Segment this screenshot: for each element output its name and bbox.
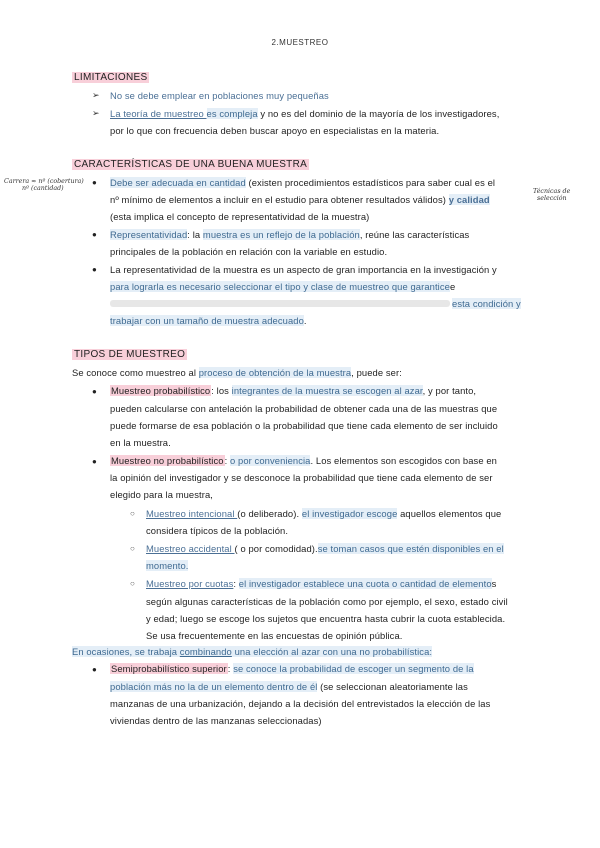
caracteristica-1-line-3: (esta implica el concepto de representatividad de la muestra): [110, 211, 370, 222]
caracteristica-1-line-2: nº mínimo de elementos a incluir en el estudio para obtener resultados válidos) y calidad: [110, 194, 490, 205]
caracteristica-1-line-1: Debe ser adecuada en cantidad (existen procedimientos estadísticos para saber cual es el: [110, 177, 496, 188]
circle-bullet-icon: ○: [130, 544, 135, 553]
bullet-icon: ●: [92, 178, 97, 187]
circle-bullet-icon: ○: [130, 579, 135, 588]
caracteristica-3-line-2: para lograrla es necesario seleccionar el tipo y clase de muestreo que garanticee: [110, 281, 456, 292]
caracteristica-2-line-2: principales de la población en relación con la variable en estudio.: [110, 246, 388, 257]
circle-bullet-icon: ○: [130, 509, 135, 518]
sub-intencional-line-1: Muestreo intencional (o deliberado). el investigador escoge aquellos elementos que: [146, 508, 502, 519]
sub-cuotas-line-2: según algunas características de la población como por ejemplo, el sexo, estado civil: [146, 596, 508, 607]
bullet-icon: ●: [92, 230, 97, 239]
semiprobabilistico-line-2: población más no la de un elemento dentro de él (se seleccionan aleatoriamente las: [110, 681, 468, 692]
arrow-bullet-icon: ➢: [92, 108, 100, 118]
caracteristica-3-line-1: La representatividad de la muestra es un aspecto de gran importancia en la investigación y: [110, 264, 497, 275]
bullet-icon: ●: [92, 665, 97, 674]
handwritten-note-left: Carrera ≈ nº (cobertura) nº (cantidad): [4, 178, 84, 192]
bullet-icon: ●: [92, 457, 97, 466]
probabilistico-line-4: en la muestra.: [110, 437, 171, 448]
sub-accidental-line-1: Muestreo accidental ( o por comodidad).se toman casos que estén disponibles en el: [146, 543, 504, 554]
no-probabilistico-line-1: Muestreo no probabilístico: o por conveniencia. Los elementos son escogidos con base en: [111, 455, 497, 466]
probabilistico-line-2: pueden calcularse con antelación la probabilidad de obtener cada una de las muestras que: [110, 403, 498, 414]
section-title-caracteristicas: [72, 159, 309, 170]
no-probabilistico-line-2: la opinión del investigador y se desconoce la probabilidad que tiene cada elemento de ser: [110, 472, 493, 483]
caracteristicas-title: CARACTERÍSTICAS DE UNA BUENA MUESTRA: [74, 159, 308, 170]
section-title-limitaciones: [72, 72, 149, 83]
semiprobabilistico-line-4: viviendas dentro de las manzanas seleccionadas): [110, 715, 322, 726]
caracteristica-3-line-3: esta condición y: [452, 298, 521, 309]
limitacion-item-2: La teoría de muestreo es compleja y no es del dominio de la mayoría de los investigadores,: [110, 108, 500, 119]
tipos-intro: Se conoce como muestreo al proceso de obtención de la muestra, puede ser:: [72, 367, 402, 378]
bullet-icon: ●: [92, 387, 97, 396]
sub-cuotas-line-3: y edad; luego se escoge los sujetos que encuentra hasta cubrir la cuota establecida.: [146, 613, 506, 624]
sub-cuotas-line-1: Muestreo por cuotas: el investigador establece una cuota o cantidad de elementos: [146, 578, 497, 589]
redacted-text-bar: [110, 300, 450, 307]
arrow-bullet-icon: ➢: [92, 90, 100, 100]
page-header: 2.MUESTREO: [271, 38, 329, 47]
caracteristica-2-line-1: Representatividad: la muestra es un reflejo de la población, reúne las características: [110, 229, 470, 240]
semiprobabilistico-line-3: manzanas de una urbanización, dejando a la decisión del entrevistados la elección de las: [110, 698, 491, 709]
limitacion-item-2-cont: por lo que con frecuencia deben buscar apoyo en especialistas en la materia.: [110, 125, 440, 136]
section-title-tipos: [72, 349, 187, 360]
sub-cuotas-line-4: Se usa frecuentemente en las encuestas de opinión pública.: [146, 630, 403, 641]
semiprobabilistico-line-1: Semiprobabilístico superior: se conoce la probabilidad de escoger un segmento de la: [111, 663, 474, 674]
sub-intencional-line-2: considera típicos de la población.: [146, 525, 289, 536]
caracteristica-3-line-4: trabajar con un tamaño de muestra adecuado.: [110, 315, 307, 326]
limitaciones-title: LIMITACIONES: [74, 72, 148, 83]
limitacion-item-1: No se debe emplear en poblaciones muy pequeñas: [110, 90, 329, 101]
sub-accidental-line-2: momento.: [146, 560, 189, 571]
probabilistico-line-3: puede formarse de esa población o la probabilidad que tiene cada elemento de ser incluido: [110, 420, 498, 431]
tipos-title: TIPOS DE MUESTREO: [74, 349, 186, 360]
handwritten-note-right: Técnicas de selección: [533, 188, 571, 202]
bullet-icon: ●: [92, 265, 97, 274]
ocasiones-line: En ocasiones, se trabaja combinando una elección al azar con una no probabilística:: [72, 646, 433, 657]
probabilistico-line-1: Muestreo probabilístico: los integrantes de la muestra se escogen al azar, y por tanto,: [111, 385, 477, 396]
no-probabilistico-line-3: elegido para la muestra,: [110, 489, 213, 500]
